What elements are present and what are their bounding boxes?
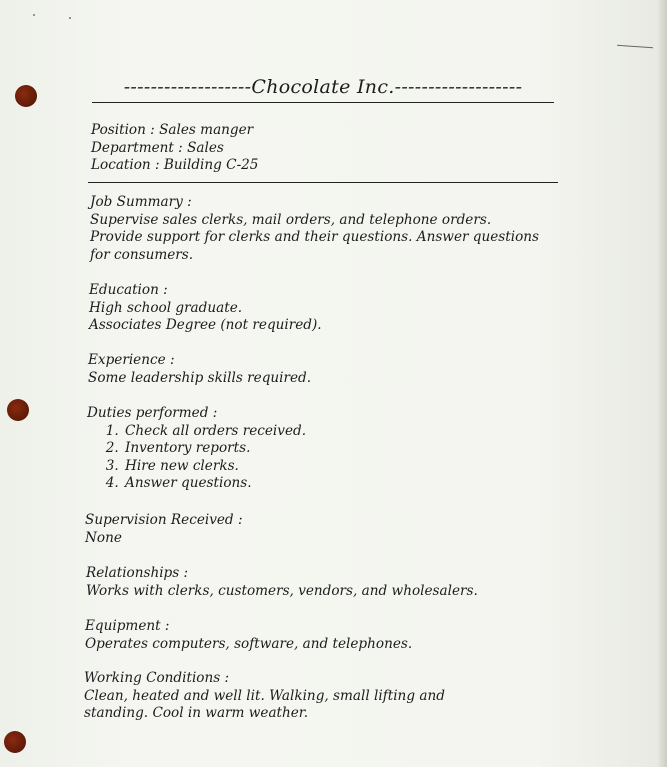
education-heading: Education : bbox=[89, 282, 168, 298]
job-summary-heading: Job Summary : bbox=[90, 194, 192, 210]
working-conditions-section bbox=[84, 670, 445, 723]
relationships-line: Works with clerks, customers, vendors, and wholesalers. bbox=[86, 582, 478, 599]
job-summary-line: Provide support for clerks and their questions. Answer questions bbox=[90, 229, 540, 245]
duties-section bbox=[87, 405, 306, 493]
education-line: Associates Degree (not required). bbox=[89, 317, 322, 333]
relationships-section bbox=[86, 565, 478, 600]
experience-line: Some leadership skills required. bbox=[88, 369, 312, 386]
title-underline bbox=[92, 102, 554, 103]
duty-item: 1. Check all orders received. bbox=[123, 423, 306, 441]
duty-item: 3. Hire new clerks. bbox=[123, 458, 306, 476]
paper-speck bbox=[69, 17, 71, 19]
working-conditions-heading: Working Conditions : bbox=[84, 670, 230, 686]
supervision-heading: Supervision Received : bbox=[85, 512, 243, 528]
relationships-heading: Relationships : bbox=[86, 565, 189, 581]
equipment-line: Operates computers, software, and telephones. bbox=[85, 635, 413, 652]
working-conditions-line: Clean, heated and well lit. Walking, small lifting and bbox=[84, 687, 445, 704]
supervision-section bbox=[85, 512, 243, 547]
experience-section bbox=[88, 352, 311, 387]
job-info bbox=[91, 122, 258, 175]
company-title: -------------------Chocolate Inc.------------------- bbox=[123, 76, 523, 98]
experience-heading: Experience : bbox=[88, 352, 175, 368]
info-divider bbox=[88, 182, 558, 183]
education-section bbox=[89, 282, 322, 335]
paper-speck bbox=[33, 14, 35, 16]
punch-hole-top bbox=[15, 85, 37, 107]
location-line: Location : Building C-25 bbox=[91, 157, 259, 173]
duty-item: 2. Inventory reports. bbox=[123, 440, 306, 458]
duties-heading: Duties performed : bbox=[87, 405, 218, 421]
duty-item: 4. Answer questions. bbox=[123, 475, 306, 493]
punch-hole-middle bbox=[7, 399, 29, 421]
corner-pencil-mark bbox=[617, 45, 653, 49]
position-line: Position : Sales manger bbox=[91, 122, 254, 138]
job-summary-line: for consumers. bbox=[90, 246, 194, 263]
education-line: High school graduate. bbox=[89, 299, 243, 316]
equipment-section bbox=[85, 618, 412, 653]
punch-hole-bottom bbox=[4, 731, 26, 753]
supervision-line: None bbox=[85, 529, 122, 546]
page-edge-shadow bbox=[657, 0, 667, 767]
duties-list bbox=[87, 423, 306, 493]
department-line: Department : Sales bbox=[91, 139, 224, 156]
job-summary-line: Supervise sales clerks, mail orders, and telephone orders. bbox=[90, 211, 492, 228]
working-conditions-line: standing. Cool in warm weather. bbox=[84, 705, 309, 721]
job-summary-section bbox=[90, 194, 539, 264]
equipment-heading: Equipment : bbox=[85, 618, 170, 634]
